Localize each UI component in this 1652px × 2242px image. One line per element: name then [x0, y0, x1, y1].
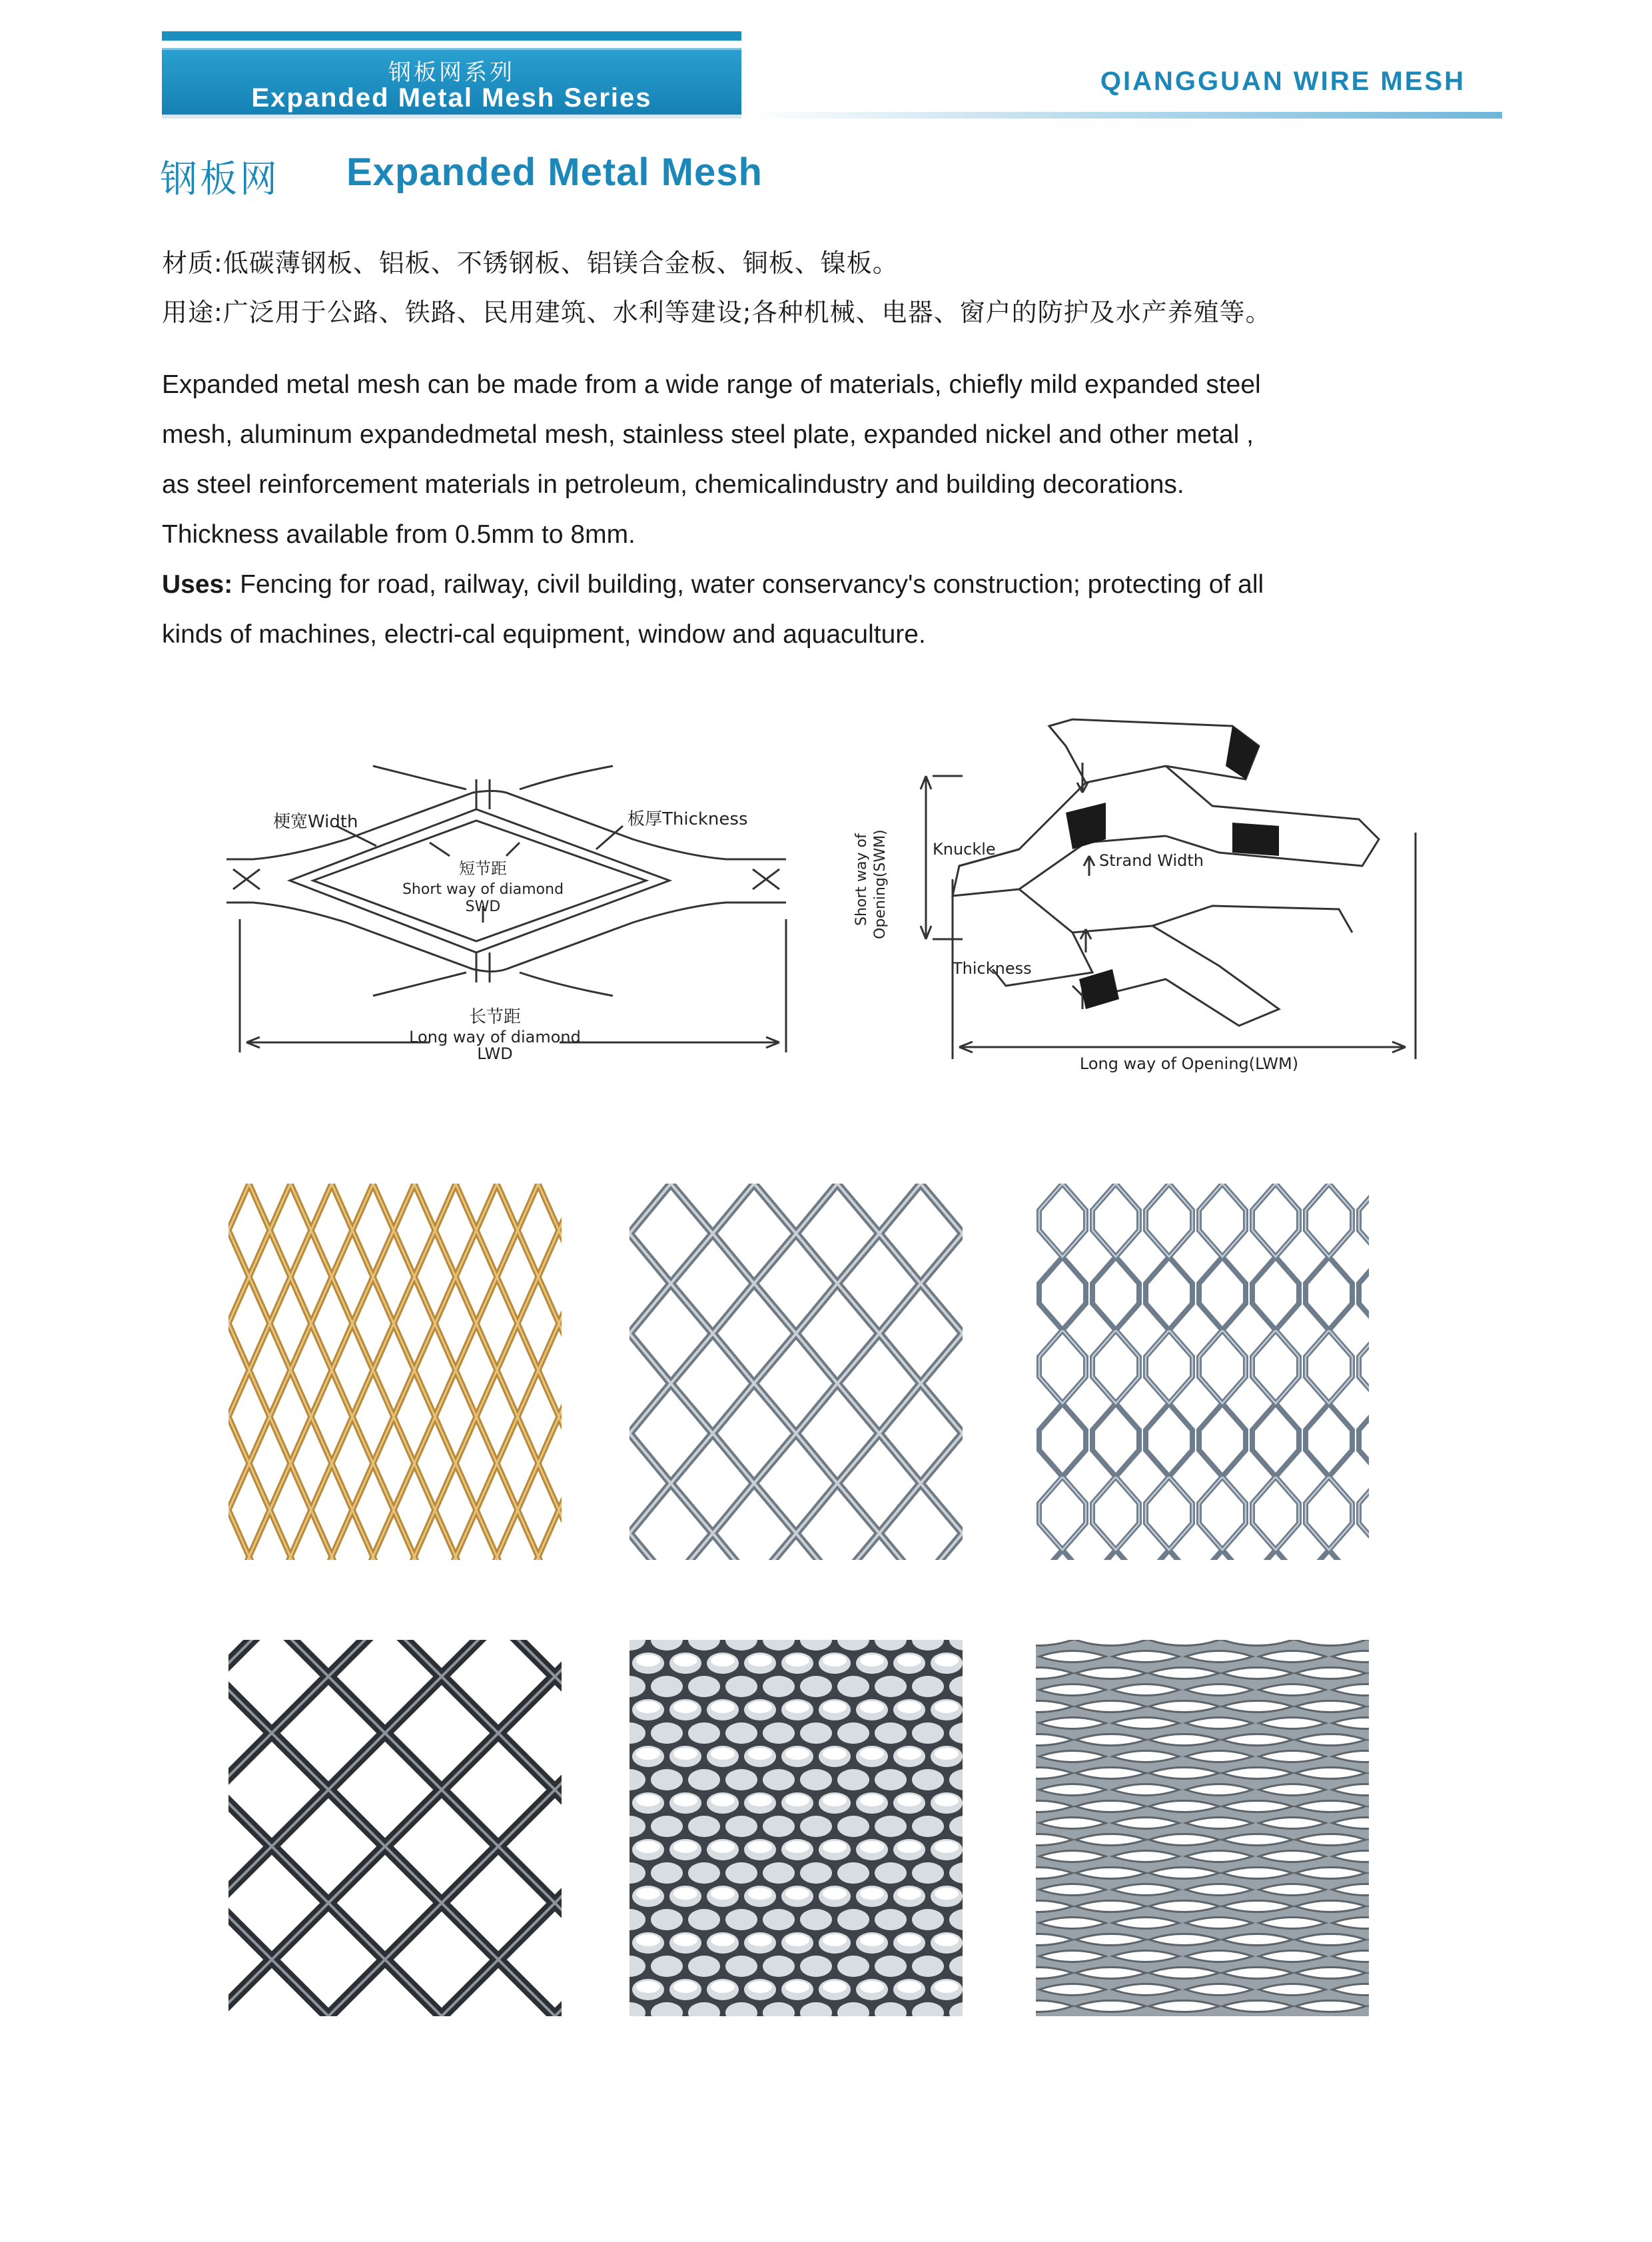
- brand-name: QIANGGUAN WIRE MESH: [1100, 67, 1465, 96]
- thickness-label: Thickness: [953, 959, 1032, 978]
- lwd-zh: 长节距: [468, 1007, 522, 1027]
- page-title-en: Expanded Metal Mesh: [346, 151, 763, 194]
- width-label: 梗宽Width: [273, 812, 358, 832]
- thickness-label: 板厚Thickness: [627, 809, 748, 829]
- swm-line2: Opening(SWM): [872, 829, 889, 939]
- description-line: as steel reinforcement materials in petroleum, chemicalindustry and building decorations.: [162, 470, 1184, 499]
- lwd-en: Long way of diamond: [409, 1028, 581, 1046]
- banner-shadow: [162, 115, 741, 119]
- swm-line1: Short way of: [853, 833, 870, 926]
- description: [162, 360, 1521, 659]
- series-title-zh: 钢板网系列: [388, 59, 515, 86]
- series-title-en: Expanded Metal Mesh Series: [251, 83, 652, 113]
- lwd-abbr: LWD: [477, 1044, 513, 1059]
- copper-mesh-photo: [228, 1184, 562, 1560]
- knuckle-label: Knuckle: [933, 840, 996, 859]
- uses-line: [162, 560, 1521, 609]
- steel-mesh-photo: [629, 1184, 963, 1560]
- slotted-mesh-photo: [1036, 1640, 1369, 2016]
- description-line: Thickness available from 0.5mm to 8mm.: [162, 520, 635, 549]
- description-line: Expanded metal mesh can be made from a wide range of materials, chiefly mild expanded steel: [162, 370, 1261, 399]
- page-title-zh: 钢板网: [160, 158, 280, 201]
- series-banner: [162, 48, 741, 117]
- hexagonal-mesh-photo: [1036, 1184, 1369, 1560]
- strand-width-label: Strand Width: [1099, 851, 1204, 870]
- swd-en: Short way of diamond: [402, 881, 564, 898]
- material-line: 材质:低碳薄钢板、铝板、不锈钢板、铝镁合金板、铜板、镍板。: [162, 248, 899, 278]
- opening-diagram: [819, 706, 1439, 1079]
- brand-rule: [749, 112, 1502, 119]
- header-top-rule: [162, 31, 741, 41]
- uses-line: kinds of machines, electri-cal equipment, window and aquaculture.: [162, 620, 926, 649]
- heavy-mesh-photo: [228, 1640, 562, 2016]
- swd-zh: 短节距: [459, 859, 507, 878]
- uses-label: Uses:: [162, 570, 233, 599]
- description-line: mesh, aluminum expandedmetal mesh, stainless steel plate, expanded nickel and other metal ,: [162, 420, 1254, 449]
- dense-mesh-photo: [629, 1640, 963, 2016]
- uses-text: Fencing for road, railway, civil building, water conservancy's construction; protecting of all: [232, 570, 1264, 599]
- swd-abbr: SWD: [465, 899, 501, 915]
- diamond-diagram: [213, 739, 799, 1059]
- usage-line: 用途:广泛用于公路、铁路、民用建筑、水利等建设;各种机械、电器、窗户的防护及水产养殖等。: [162, 298, 1272, 327]
- lwm-label: Long way of Opening(LWM): [1079, 1054, 1299, 1073]
